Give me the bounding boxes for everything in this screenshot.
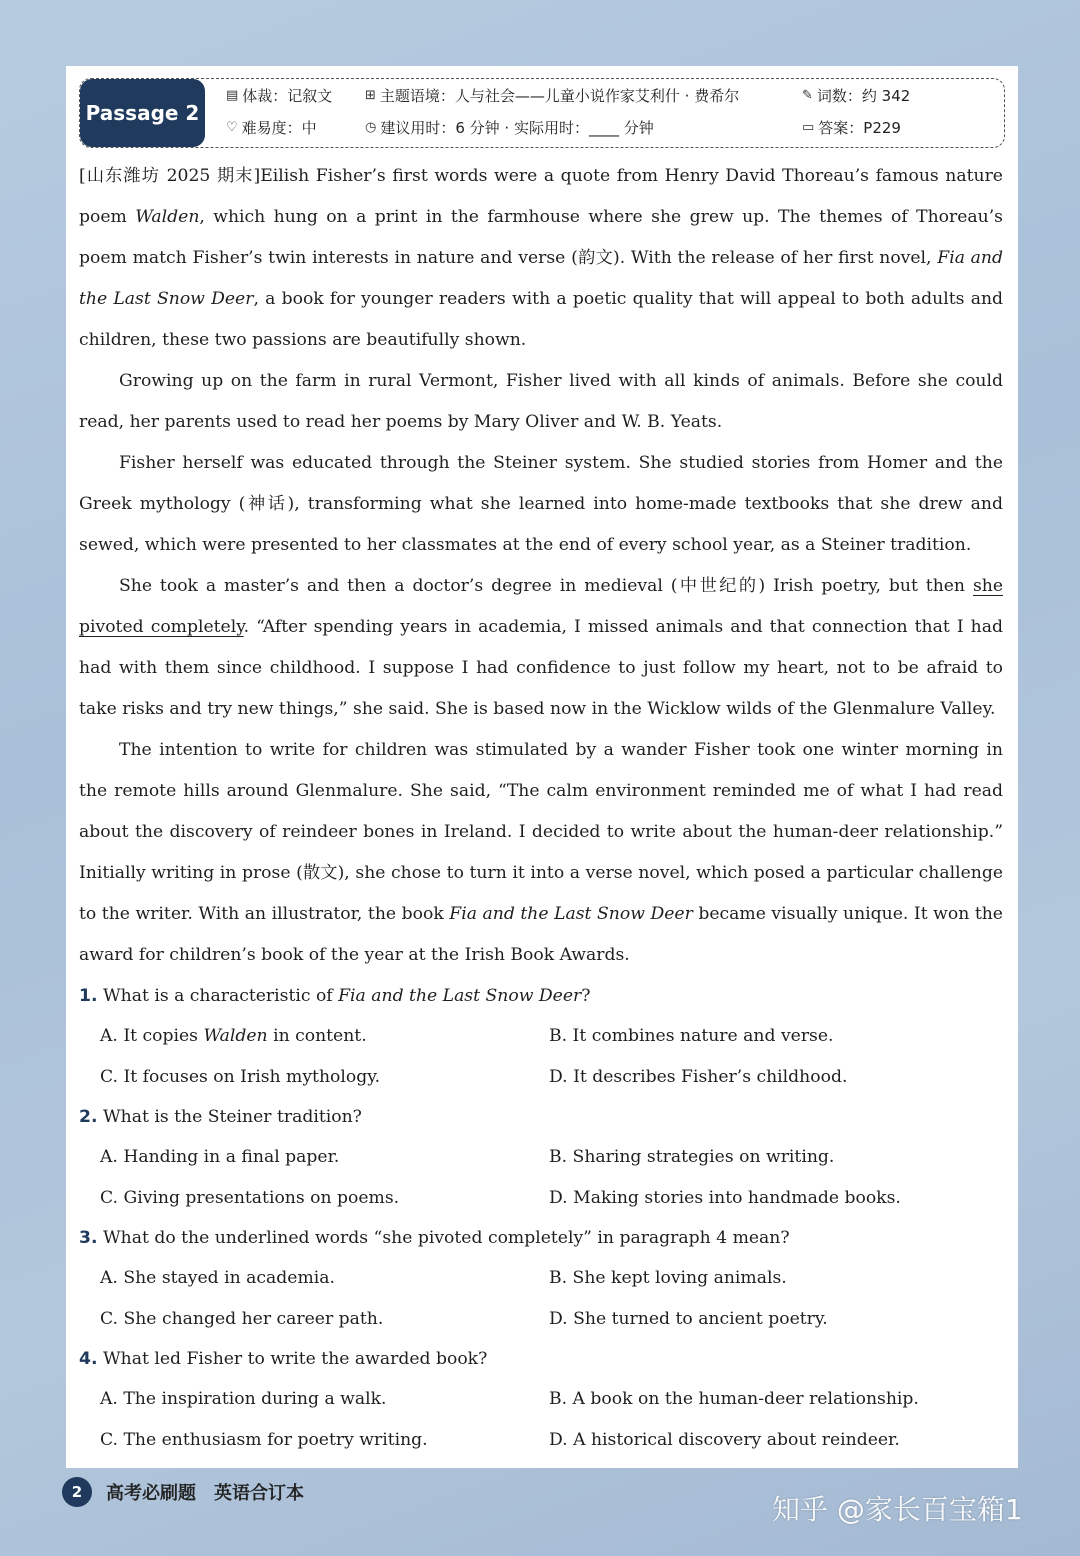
clock-icon: ◷ (365, 120, 377, 135)
theme-text: 主题语境：人与社会——儿童小说作家艾利什 · 费希尔 (379, 87, 740, 105)
book-title-walden: Walden (135, 207, 200, 227)
option-d[interactable]: D. A historical discovery about reindeer. (549, 1429, 900, 1450)
question-number: 4. (79, 1349, 98, 1369)
question-number: 1. (79, 986, 98, 1006)
option-a[interactable]: A. The inspiration during a walk. (100, 1389, 387, 1409)
genre-text: 体裁：记叙文 (242, 87, 333, 105)
word-count-info (802, 85, 910, 106)
answer-info (802, 117, 901, 138)
document-icon: ▤ (226, 88, 239, 103)
pen-icon: ✎ (802, 88, 813, 103)
paragraph-5: The intention to write for children was stimulated by a wander Fisher took one winter morning in the remote hills around Glenmalure. She said, “The calm environment reminded me of what I had read about the discovery of reindeer bones in Ireland. I decided to write about the human-deer relationship.” Initially writing in prose (散文), she chose to turn it into a verse novel, which posed a particular challenge to the writer. With an illustrator, the book Fia and the Last Snow Deer became visually unique. It won the award for children’s book of the year at the Irish Book Awards. (79, 740, 1003, 965)
paragraph-2: Growing up on the farm in rural Vermont, Fisher lived with all kinds of animals. Before she could read, her parents used to read her poems by Mary Oliver and W. B. Yeats. (79, 371, 1003, 432)
question-4: 4. What led Fisher to write the awarded book? (79, 1349, 488, 1369)
option-d[interactable]: D. Making stories into handmade books. (549, 1187, 901, 1208)
option-d[interactable]: D. It describes Fisher’s childhood. (549, 1066, 848, 1087)
time-info (365, 117, 654, 138)
option-a[interactable]: A. Handing in a final paper. (100, 1147, 340, 1167)
option-d[interactable]: D. She turned to ancient poetry. (549, 1308, 828, 1329)
passage-body (79, 156, 1003, 1460)
time-text: 建议用时：6 分钟 · 实际用时：____ 分钟 (380, 119, 654, 137)
question-1-options (100, 1016, 1003, 1097)
difficulty-info (226, 117, 317, 138)
paragraph-4: She took a master’s and then a doctor’s degree in medieval (中世纪的) Irish poetry, but then she pivoted completely. “After spending years in academia, I missed animals and that connection that I had had with them since childhood. I suppose I had confidence to just follow my heart, not to be afraid to take risks and try new things,” she said. She is based now in the Wicklow wilds of the Glenmalure Valley. (79, 576, 1004, 719)
page-number: 2 (62, 1477, 92, 1507)
question-number: 2. (79, 1107, 98, 1127)
genre-info (226, 85, 332, 106)
difficulty-text: 难易度：中 (241, 119, 317, 137)
word-count-text: 词数：约 342 (816, 87, 911, 105)
question-4-options (100, 1379, 1003, 1460)
option-c[interactable]: C. The enthusiasm for poetry writing. (100, 1429, 428, 1450)
underlined-phrase: she pivoted completely (79, 576, 1003, 637)
question-3-options (100, 1258, 1003, 1339)
answer-text: 答案：P229 (818, 119, 901, 137)
question-1: 1. What is a characteristic of Fia and the Last Snow Deer? (79, 986, 591, 1006)
book-series-title: 高考必刷题 英语合订本 (106, 1483, 304, 1504)
answer-icon: ▭ (802, 120, 815, 135)
option-a[interactable]: A. It copies Walden in content. (100, 1026, 367, 1046)
option-b[interactable]: B. A book on the human-deer relationship. (549, 1389, 919, 1409)
option-c[interactable]: C. She changed her career path. (100, 1308, 384, 1329)
passage-label: Passage 2 (80, 79, 205, 147)
book-title-fia: Fia and the Last Snow Deer (79, 248, 1003, 309)
option-c[interactable]: C. Giving presentations on poems. (100, 1187, 400, 1208)
question-2-options (100, 1137, 1003, 1218)
option-c[interactable]: C. It focuses on Irish mythology. (100, 1066, 381, 1087)
option-b[interactable]: B. She kept loving animals. (549, 1268, 787, 1288)
paragraph-3: Fisher herself was educated through the Steiner system. She studied stories from Homer and the Greek mythology (神话), transforming what she learned into home-made textbooks that she drew and sewed, which were presented to her classmates at the end of every school year, as a Steiner tradition. (79, 453, 1003, 555)
option-b[interactable]: B. It combines nature and verse. (549, 1026, 834, 1046)
passage-header (79, 78, 1005, 148)
source-tag: [山东潍坊 2025 期末] (79, 166, 261, 186)
question-3: 3. What do the underlined words “she pivoted completely” in paragraph 4 mean? (79, 1228, 790, 1248)
theme-info (365, 85, 739, 106)
watermark: 知乎 @家长百宝箱1 (772, 1493, 1023, 1526)
option-b[interactable]: B. Sharing strategies on writing. (549, 1147, 835, 1167)
option-a[interactable]: A. She stayed in academia. (100, 1268, 335, 1288)
book-title-fia: Fia and the Last Snow Deer (449, 904, 693, 924)
page-sheet (66, 66, 1018, 1468)
grid-icon: ⊞ (365, 88, 376, 103)
bulb-icon: ♡ (226, 120, 238, 135)
question-number: 3. (79, 1228, 98, 1248)
question-2: 2. What is the Steiner tradition? (79, 1107, 362, 1127)
paragraph-1: [山东潍坊 2025 期末]Eilish Fisher’s first words were a quote from Henry David Thoreau’s famous nature poem Walden, which hung on a print in the farmhouse where she grew up. The themes of Thoreau’s poem match Fisher’s twin interests in nature and verse (韵文). With the release of her first novel, Fia and the Last Snow Deer, a book for younger readers with a poetic quality that will appeal to both adults and children, these two passions are beautifully shown. (79, 166, 1004, 350)
